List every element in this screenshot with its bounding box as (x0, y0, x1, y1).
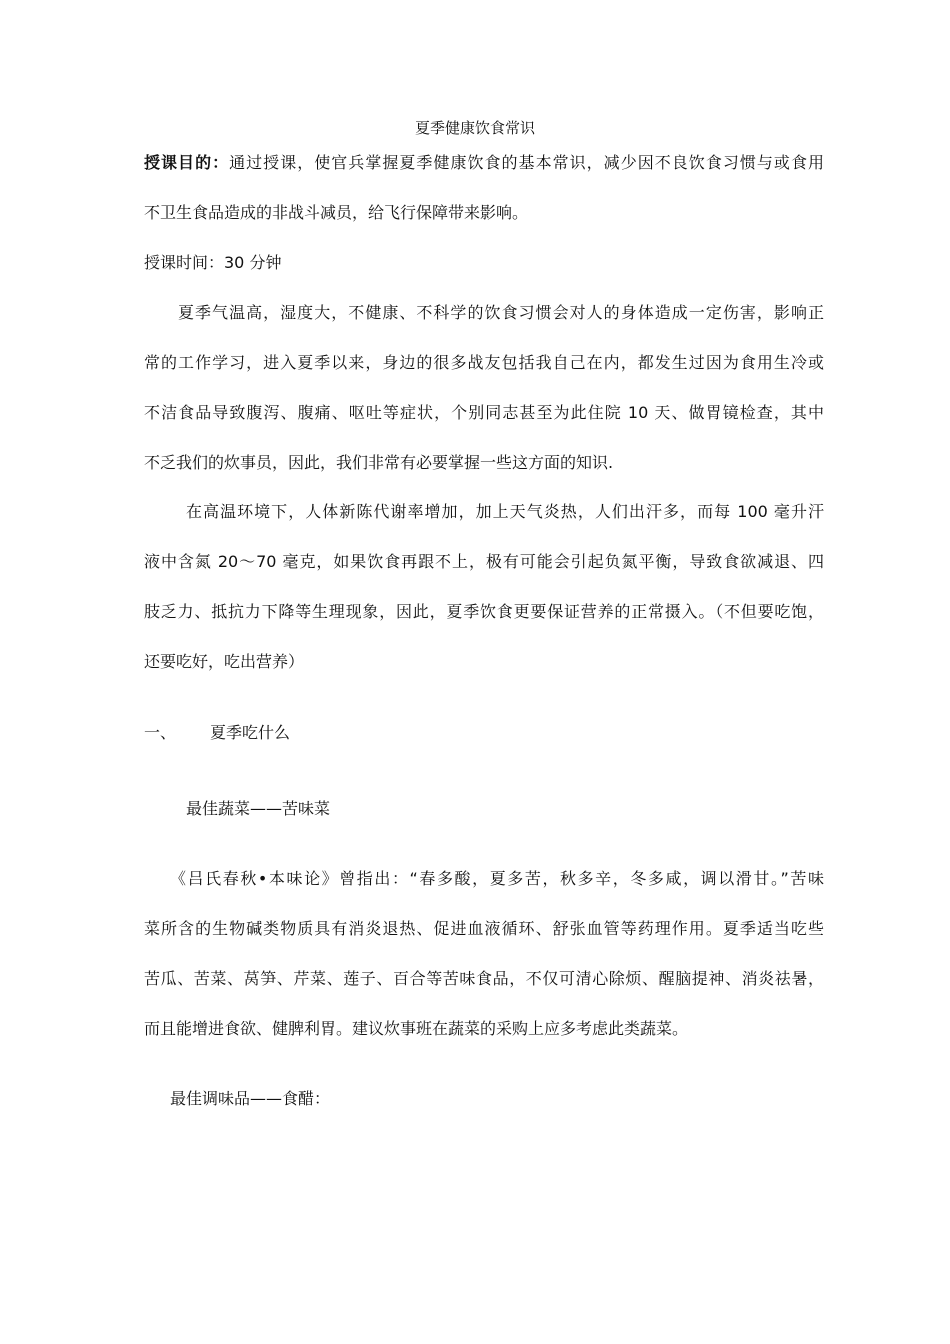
para2-line-2: 液中含氮 20～70 毫克，如果饮食再跟不上，极有可能会引起负氮平衡，导致食欲减退、四 (144, 552, 824, 571)
para3-line-3: 苦瓜、苦菜、莴笋、芹菜、莲子、百合等苦味食品，不仅可清心除烦、醒脑提神、消炎祛暑， (144, 969, 824, 988)
subsection-1-title: 最佳蔬菜——苦味菜 (186, 799, 331, 818)
para2-line-1: 在高温环境下，人体新陈代谢率增加，加上天气炎热，人们出汗多，而每 100 毫升汗 (186, 502, 824, 521)
purpose-line-2: 不卫生食品造成的非战斗减员，给飞行保障带来影响。 (144, 203, 529, 222)
para2-line-3: 肢乏力、抵抗力下降等生理现象，因此，夏季饮食更要保证营养的正常摄入。（不但要吃饱， (144, 602, 824, 621)
section-1-title: 夏季吃什么 (210, 723, 291, 742)
para3-line-1: 《吕氏春秋•本味论》曾指出：“春多酸，夏多苦，秋多辛，冬多咸，调以滑甘。”苦味 (170, 869, 824, 888)
purpose-line-1 (144, 152, 824, 174)
duration-line: 授课时间：30 分钟 (144, 253, 282, 272)
para3-line-4: 而且能增进食欲、健脾利胃。建议炊事班在蔬菜的采购上应多考虑此类蔬菜。 (144, 1019, 689, 1038)
para1-line-4: 不乏我们的炊事员，因此，我们非常有必要掌握一些这方面的知识. (144, 453, 614, 472)
para1-line-3: 不洁食品导致腹泻、腹痛、呕吐等症状，个别同志甚至为此住院 10 天、做胃镜检查，其中 (144, 403, 824, 422)
purpose-text-1: 通过授课，使官兵掌握夏季健康饮食的基本常识，减少因不良饮食习惯与或食用 (229, 153, 824, 172)
para3-line-2: 菜所含的生物碱类物质具有消炎退热、促进血液循环、舒张血管等药理作用。夏季适当吃些 (144, 919, 824, 938)
para1-line-1: 夏季气温高，湿度大，不健康、不科学的饮食习惯会对人的身体造成一定伤害，影响正 (178, 303, 824, 322)
document-title: 夏季健康饮食常识 (414, 119, 535, 137)
para1-line-2: 常的工作学习，进入夏季以来，身边的很多战友包括我自己在内，都发生过因为食用生冷或 (144, 353, 824, 372)
subsection-2-title: 最佳调味品——食醋： (170, 1089, 331, 1108)
para2-line-4: 还要吃好，吃出营养） (144, 652, 305, 671)
section-1-number: 一、 (144, 723, 177, 742)
purpose-label: 授课目的： (144, 153, 230, 172)
